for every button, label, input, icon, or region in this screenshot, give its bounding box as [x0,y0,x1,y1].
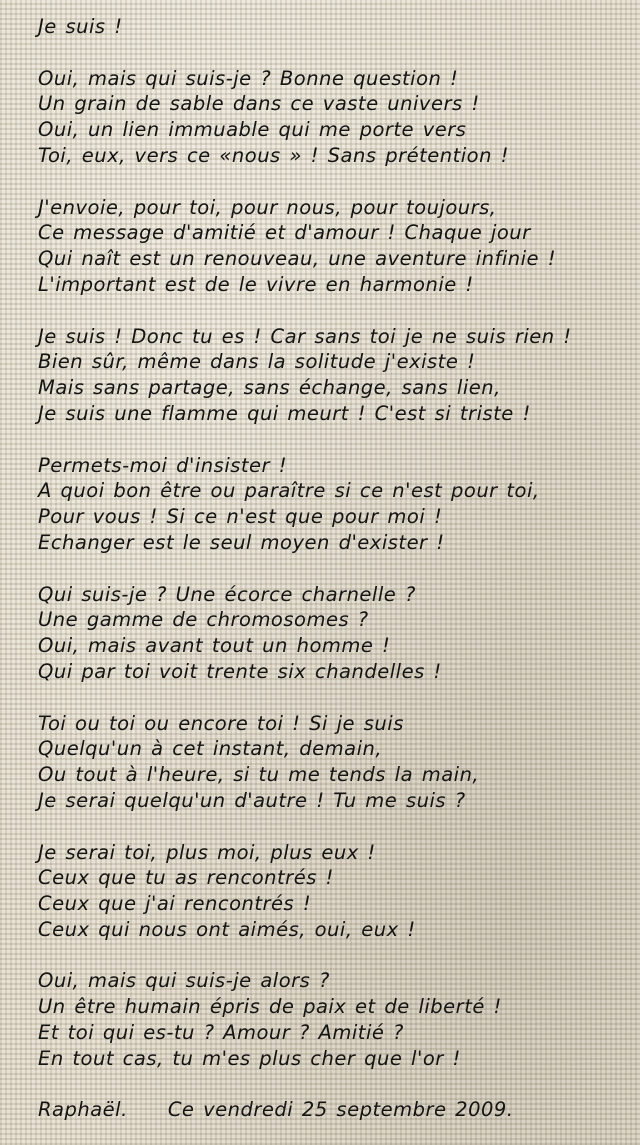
stanza-gap [38,298,634,324]
verse-line: Je serai toi, plus moi, plus eux ! [38,840,376,864]
verse-line: Oui, un lien immuable qui me porte vers [38,118,467,142]
stanza-2 [38,195,634,298]
stanza-7 [38,840,634,943]
verse-line: Ceux que tu as rencontrés ! [38,866,334,890]
verse-line: Oui, mais qui suis-je alors ? [38,969,330,993]
verse-line: Je serai quelqu'un d'autre ! Tu me suis ? [38,788,466,812]
stanza-1 [38,66,634,169]
verse-line: Une gamme de chromosomes ? [38,608,369,632]
verse-line: L'important est de le vivre en harmonie ! [38,272,474,296]
stanza-gap [38,556,634,582]
stanza-8 [38,968,634,1071]
verse-line: A quoi bon être ou paraître si ce n'est pour toi, [38,479,540,503]
stanza-gap [38,814,634,840]
stanza-gap [38,427,634,453]
stanza-5 [38,582,634,685]
stanza-4 [38,453,634,556]
signature-date: Ce vendredi 25 septembre 2009. [167,1098,514,1122]
verse-line: Un grain de sable dans ce vaste univers ! [38,92,480,116]
verse-line: Qui par toi voit trente six chandelles ! [38,659,442,683]
stanza-gap [38,943,634,969]
verse-line: Echanger est le seul moyen d'exister ! [38,530,445,554]
verse-line: Ceux que j'ai rencontrés ! [38,892,312,916]
poem [38,14,634,1123]
verse-line: Ou tout à l'heure, si tu me tends la main, [38,763,480,787]
verse-line: Ceux qui nous ont aimés, oui, eux ! [38,917,416,941]
signature-author: Raphaël. [38,1098,128,1122]
verse-line: Permets-moi d'insister ! [38,453,288,477]
verse-line: Oui, mais avant tout un homme ! [38,634,391,658]
stanza-6 [38,711,634,814]
verse-line: Toi, eux, vers ce «nous » ! Sans prétention ! [38,143,509,167]
verse-line: Et toi qui es-tu ? Amour ? Amitié ? [38,1021,404,1045]
signature [38,1097,634,1123]
stanza-gap [38,1072,634,1098]
stanza-gap [38,685,634,711]
verse-line: En tout cas, tu m'es plus cher que l'or ! [38,1046,461,1070]
stanza-3 [38,324,634,427]
verse-line: Ce message d'amitié et d'amour ! Chaque jour [38,221,531,245]
verse-line: Bien sûr, même dans la solitude j'existe ! [38,350,476,374]
verse-line: J'envoie, pour toi, pour nous, pour toujours, [38,195,497,219]
verse-line: Un être humain épris de paix et de liberté ! [38,995,502,1019]
verse-line: Toi ou toi ou encore toi ! Si je suis [38,711,404,735]
verse-line: Qui naît est un renouveau, une aventure infinie ! [38,247,557,271]
poem-title: Je suis ! [38,15,123,38]
verse-line: Je suis ! Donc tu es ! Car sans toi je ne suis rien ! [38,324,572,348]
verse-line: Qui suis-je ? Une écorce charnelle ? [38,582,416,606]
verse-line: Mais sans partage, sans échange, sans lien, [38,376,501,400]
verse-line: Oui, mais qui suis-je ? Bonne question ! [38,66,459,90]
stanza-gap [38,40,634,66]
verse-line: Je suis une flamme qui meurt ! C'est si triste ! [38,401,531,425]
verse-line: Pour vous ! Si ce n'est que pour moi ! [38,505,443,529]
stanza-gap [38,169,634,195]
verse-line: Quelqu'un à cet instant, demain, [38,737,383,761]
